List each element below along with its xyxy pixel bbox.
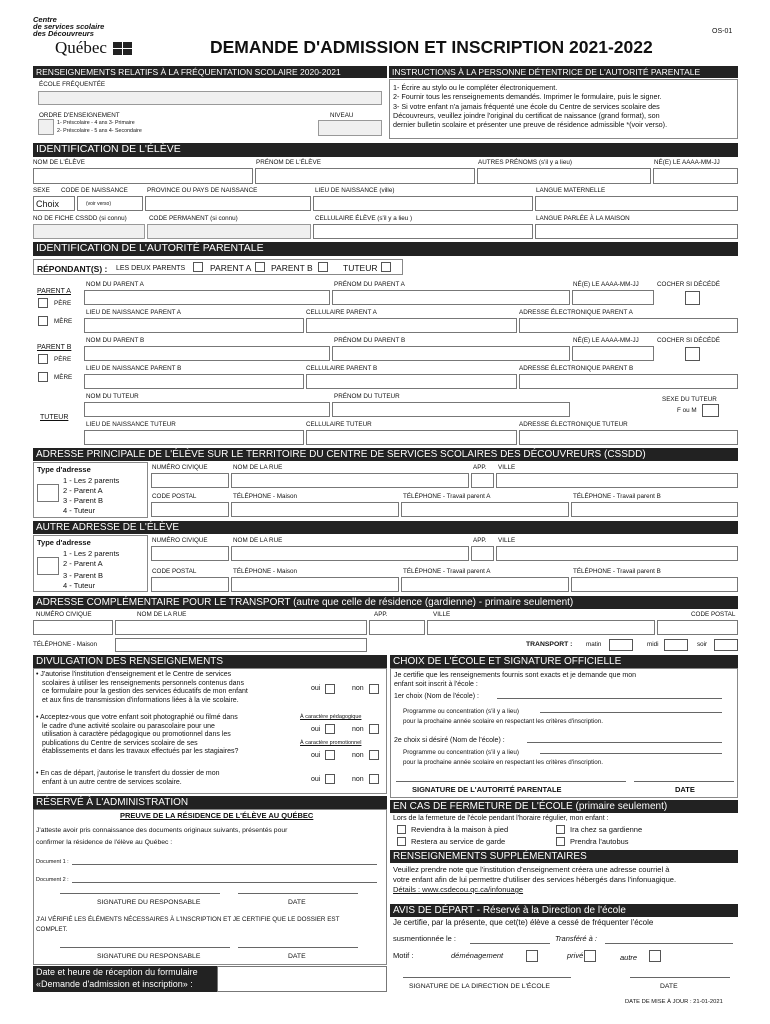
midi-label: midi xyxy=(647,641,659,648)
date-autorite-label: DATE xyxy=(675,785,695,794)
type-4-label: 4 - Tuteur xyxy=(63,506,96,515)
reception-line2: «Demande d'admission et inscription» : xyxy=(36,979,193,989)
document-2-label: Document 2 : xyxy=(36,877,69,883)
autobus-checkbox[interactable] xyxy=(556,837,565,846)
niveau-label: NIVEAU xyxy=(330,112,354,119)
tuteur-side-label: TUTEUR xyxy=(40,414,69,421)
autobus-label: Prendra l'autobus xyxy=(570,837,629,846)
document-2-field[interactable] xyxy=(72,882,377,883)
parent-a-pere-label: PÈRE xyxy=(54,300,72,307)
reviendra-maison-label: Reviendra à la maison à pied xyxy=(411,825,509,834)
instruction-3: 3- Si votre enfant n'a jamais fréquenté une école du Centre de services scolaire des xyxy=(393,101,660,111)
divulg-3-oui-label: oui xyxy=(311,776,321,783)
verification-line1: J'AI VÉRIFIÉ LES ÉLÉMENTS NÉCESSAIRES À L'INSCRIPTION ET JE CERTIFIE QUE LE DOSSIER EST xyxy=(36,916,340,923)
les-deux-parents-checkbox[interactable] xyxy=(193,262,203,272)
transport-app-label: APP. xyxy=(374,611,388,618)
instruction-3b: Découvreurs, veuillez joindre l'original du certificat de naissance (grand format), son xyxy=(393,110,660,120)
cellulaire-eleve-field[interactable] xyxy=(313,224,533,239)
autres-prenoms-field[interactable] xyxy=(477,168,651,184)
app-label: APP. xyxy=(473,464,487,471)
parent-b-pere-label: PÈRE xyxy=(54,356,72,363)
fleur-de-lys-flag-icon xyxy=(113,42,132,55)
divulg-1-non-checkbox[interactable] xyxy=(369,684,379,694)
divulgation-bar: DIVULGATION DES RENSEIGNEMENTS xyxy=(33,655,387,668)
quebec-wordmark: Québec xyxy=(55,38,107,57)
divulg-p1-line1: • J'autorise l'institution d'enseignement et le Centre de services xyxy=(36,671,232,678)
date-mise-a-jour: DATE DE MISE À JOUR : 21-01-2021 xyxy=(625,999,723,1005)
supp-line2: votre enfant afin de lui permettre d'utiliser des services hébergés dans l'infonuagique. xyxy=(393,875,677,884)
divulg-p1-line2: scolaires à utiliser les renseignements personnels contenus dans xyxy=(42,679,244,687)
parent-b-decede-label: COCHER SI DÉCÉDÉ xyxy=(657,337,720,344)
org-name-line2: de services scolaire xyxy=(33,22,105,31)
tel-pb-2-field[interactable] xyxy=(571,577,738,592)
instructions-bar: INSTRUCTIONS À LA PERSONNE DÉTENTRICE DE L'AUTORITÉ PARENTALE xyxy=(389,66,738,78)
email-parent-b-label: ADRESSE ÉLECTRONIQUE PARENT B xyxy=(519,365,634,372)
prive-label: privé xyxy=(567,951,584,960)
lieu-parent-b-label: LIEU DE NAISSANCE PARENT B xyxy=(86,365,182,372)
cell-parent-a-label: CELLULAIRE PARENT A xyxy=(306,309,377,316)
lieu-parent-a-field[interactable] xyxy=(84,318,304,333)
autorite-section-bar: IDENTIFICATION DE L'AUTORITÉ PARENTALE xyxy=(33,242,738,256)
civique-field[interactable] xyxy=(151,473,229,488)
form-title: DEMANDE D'ADMISSION ET INSCRIPTION 2021-2022 xyxy=(210,37,653,57)
divulg-p2-line3: utilisation à caractère pédagogique ou promotionnel dans les xyxy=(42,731,231,739)
depart-date-field[interactable] xyxy=(470,943,550,944)
supplementaires-bar: RENSEIGNEMENTS SUPPLÉMENTAIRES xyxy=(390,850,738,863)
postal-2-field[interactable] xyxy=(151,577,229,592)
signature-autorite-field[interactable] xyxy=(396,781,626,782)
transport-periode-label: TRANSPORT : xyxy=(526,641,573,648)
choix-cert-line1: Je certifie que les renseignements fournis sont exacts et je demande que mon xyxy=(394,672,637,679)
ordre-field[interactable] xyxy=(38,119,54,135)
code-naissance-label: CODE DE NAISSANCE xyxy=(61,187,128,194)
lieu-naissance-label: LIEU DE NAISSANCE (ville) xyxy=(315,187,395,194)
sexe-tuteur-label: SEXE DU TUTEUR xyxy=(662,396,717,403)
date-resp-1-label: DATE xyxy=(288,899,306,906)
choix-ecole-bar: CHOIX DE L'ÉCOLE ET SIGNATURE OFFICIELLE xyxy=(390,655,738,668)
transfere-label: Transféré à : xyxy=(555,934,597,943)
type2-1-label: 1 - Les 2 parents xyxy=(63,549,120,558)
parent-b-pere-checkbox[interactable] xyxy=(38,354,48,364)
email-parent-b-field[interactable] xyxy=(519,374,738,389)
divulg-3-oui-checkbox[interactable] xyxy=(325,774,335,784)
demenagement-label: déménagement xyxy=(451,951,504,960)
repondants-label: RÉPONDANT(S) : xyxy=(37,264,108,274)
cell-parent-a-field[interactable] xyxy=(306,318,517,333)
langue-parlee-field[interactable] xyxy=(535,224,738,239)
depart-line1: Je certifie, par la présente, que cet(te) élève a cessé de fréquenter l'école xyxy=(393,918,654,927)
divulg-1-oui-label: oui xyxy=(311,685,321,692)
verification-line2: COMPLET. xyxy=(36,926,68,933)
tel-maison-label: TÉLÉPHONE - Maison xyxy=(233,493,298,500)
service-garde-checkbox[interactable] xyxy=(397,837,406,846)
type2-3-label: 3 - Parent B xyxy=(63,571,104,580)
deuxieme-choix-field[interactable] xyxy=(527,742,722,743)
ordre-options-2: 2- Préscolaire - 5 ans 4- Secondaire xyxy=(57,128,142,134)
type-3-label: 3 - Parent B xyxy=(63,496,104,505)
nom-eleve-field[interactable] xyxy=(33,168,253,184)
divulg-p2-line2: le cadre d'une activité scolaire ou parascolaire pour une xyxy=(42,722,215,730)
signature-resp-1-field[interactable] xyxy=(60,893,220,894)
form-code: OS-01 xyxy=(712,28,733,35)
cellulaire-eleve-label: CELLULAIRE ÉLÈVE (s'il y a lieu ) xyxy=(315,215,413,222)
app-field[interactable] xyxy=(471,473,494,488)
postal-field[interactable] xyxy=(151,502,229,517)
divulg-2b-non-label: non xyxy=(352,752,364,759)
divulg-p1 xyxy=(36,671,306,705)
nom-tuteur-field[interactable] xyxy=(84,402,330,417)
province-field[interactable] xyxy=(145,196,311,211)
adresse-principale-bar: ADRESSE PRINCIPALE DE L'ÉLÈVE SUR LE TERRITOIRE DU CENTRE DE SERVICES SCOLAIRES DES DÉCOUVREURS (CSSDD) xyxy=(33,448,738,461)
instructions-box xyxy=(389,79,738,139)
ville-2-field[interactable] xyxy=(496,546,738,561)
parent-b-mere-checkbox[interactable] xyxy=(38,372,48,382)
parent-a-decede-label: COCHER SI DÉCÉDÉ xyxy=(657,281,720,288)
civique-label: NUMÉRO CIVIQUE xyxy=(152,464,208,471)
ecole-frequentee-label: ÉCOLE FRÉQUENTÉE xyxy=(39,81,106,88)
divulg-2b-oui-checkbox[interactable] xyxy=(325,750,335,760)
cell-parent-b-label: CELLULAIRE PARENT B xyxy=(306,365,378,372)
app-2-label: APP. xyxy=(473,537,487,544)
transport-rue-field[interactable] xyxy=(115,620,367,635)
org-name-line1: Centre xyxy=(33,15,57,24)
transport-rue-label: NOM DE LA RUE xyxy=(137,611,187,618)
instruction-3c: dernier bulletin scolaire et présenter une preuve de résidence admissible *(voir verso). xyxy=(393,120,668,130)
demenagement-checkbox[interactable] xyxy=(526,950,538,962)
autres-prenoms-label: AUTRES PRÉNOMS (s'il y a lieu) xyxy=(478,159,572,166)
ville-2-label: VILLE xyxy=(498,537,516,544)
caractere-pedagogique-label: À caractère pédagogique xyxy=(300,714,362,720)
nom-parent-b-field[interactable] xyxy=(84,346,330,361)
niveau-field[interactable] xyxy=(318,120,382,136)
no-fiche-label: NO DE FICHE CSSDD (si connu) xyxy=(33,215,127,222)
lieu-parent-a-label: LIEU DE NAISSANCE PARENT A xyxy=(86,309,181,316)
divulg-2b-non-checkbox[interactable] xyxy=(369,750,379,760)
parent-a-naissance-field[interactable] xyxy=(572,290,654,305)
tuteur-checkbox[interactable] xyxy=(381,262,391,272)
divulg-p2 xyxy=(36,714,298,757)
reception-field[interactable] xyxy=(217,966,387,992)
lieu-naissance-field[interactable] xyxy=(313,196,533,211)
nom-eleve-label: NOM DE L'ÉLÈVE xyxy=(33,159,85,166)
parent-b-decede-checkbox[interactable] xyxy=(685,347,700,361)
prenom-tuteur-label: PRÉNOM DU TUTEUR xyxy=(334,393,400,400)
divulg-3-non-label: non xyxy=(352,776,364,783)
infonuage-link[interactable]: Détails : www.csdecou.qc.ca/infonuage xyxy=(393,885,524,894)
premier-programme-field[interactable] xyxy=(540,712,722,713)
org-logo xyxy=(33,16,153,62)
rue-2-field[interactable] xyxy=(231,546,469,561)
parent-b-option-label: PARENT B xyxy=(271,263,313,273)
province-label: PROVINCE OU PAYS DE NAISSANCE xyxy=(147,187,258,194)
nom-parent-b-label: NOM DU PARENT B xyxy=(86,337,145,344)
divulg-p2-line5: établissements et dans les travaux effectués par les stagiaires? xyxy=(42,748,239,756)
nom-parent-a-field[interactable] xyxy=(84,290,330,305)
parent-a-pere-checkbox[interactable] xyxy=(38,298,48,308)
choix-cert-line2: enfant soit inscrit à l'école : xyxy=(394,681,478,688)
prenom-eleve-label: PRÉNOM DE L'ÉLÈVE xyxy=(256,159,321,166)
email-tuteur-label: ADRESSE ÉLECTRONIQUE TUTEUR xyxy=(519,421,628,428)
supp-line1: Veuillez prendre note que l'institution d'enseignement créera une adresse courriel à xyxy=(393,865,670,874)
transport-civique-label: NUMÉRO CIVIQUE xyxy=(36,611,92,618)
preuve-residence-title: PREUVE DE LA RÉSIDENCE DE L'ÉLÈVE AU QUÉBEC xyxy=(120,811,314,820)
nom-tuteur-label: NOM DU TUTEUR xyxy=(86,393,139,400)
sexe-label: SEXE xyxy=(33,187,50,194)
gardienne-label: Ira chez sa gardienne xyxy=(570,825,643,834)
no-fiche-field[interactable] xyxy=(33,224,145,239)
atteste-line1: J'atteste avoir pris connaissance des documents originaux suivants, présentés pour xyxy=(36,827,288,834)
freq-section-bar: RENSEIGNEMENTS RELATIFS À LA FRÉQUENTATION SCOLAIRE 2020-2021 xyxy=(33,66,387,78)
tel-pb-field[interactable] xyxy=(571,502,738,517)
date-resp-1-field[interactable] xyxy=(238,893,358,894)
autre-checkbox[interactable] xyxy=(649,950,661,962)
langue-parlee-label: LANGUE PARLÉE À LA MAISON xyxy=(536,215,630,222)
cell-tuteur-label: CELLULAIRE TUTEUR xyxy=(306,421,372,428)
signature-resp-2-label: SIGNATURE DU RESPONSABLE xyxy=(97,953,201,960)
prenom-parent-a-label: PRÉNOM DU PARENT A xyxy=(334,281,405,288)
code-permanent-field[interactable] xyxy=(147,224,311,239)
divulg-p2-line4: publications du Centre de services scolaire de ses xyxy=(42,739,198,747)
soir-checkbox[interactable] xyxy=(714,639,738,651)
parent-a-ne-label: NÉ(E) LE AAAA-MM-JJ xyxy=(573,281,639,288)
divulg-2a-oui-label: oui xyxy=(311,726,321,733)
parent-b-side-label: PARENT B xyxy=(37,344,72,351)
lieu-tuteur-field[interactable] xyxy=(84,430,304,445)
langue-maternelle-field[interactable] xyxy=(535,196,738,211)
email-parent-a-field[interactable] xyxy=(519,318,738,333)
app-2-field[interactable] xyxy=(471,546,494,561)
les-deux-parents-label: LES DEUX PARENTS xyxy=(116,265,186,272)
matin-label: matin xyxy=(586,641,602,648)
type-2-label: 2 - Parent A xyxy=(63,486,103,495)
rue-field[interactable] xyxy=(231,473,469,488)
document-1-label: Document 1 : xyxy=(36,859,69,865)
ville-label: VILLE xyxy=(498,464,516,471)
divulg-2a-non-checkbox[interactable] xyxy=(369,724,379,734)
signature-resp-2-field[interactable] xyxy=(60,947,230,948)
prenom-parent-b-label: PRÉNOM DU PARENT B xyxy=(334,337,406,344)
depart-bar: AVIS DE DÉPART - Réservé à la Direction de l'école xyxy=(390,904,738,917)
deuxieme-criteres-note: pour la prochaine année scolaire en respectant les critères d'inscription. xyxy=(403,759,604,766)
type2-2-label: 2 - Parent A xyxy=(63,559,103,568)
parent-a-mere-checkbox[interactable] xyxy=(38,316,48,326)
parent-a-mere-label: MÈRE xyxy=(54,318,73,325)
deuxieme-programme-field[interactable] xyxy=(540,753,722,754)
eleve-ne-label: NÉ(E) LE AAAA-MM-JJ xyxy=(654,159,720,166)
parent-b-checkbox[interactable] xyxy=(318,262,328,272)
type-adresse-field[interactable] xyxy=(37,484,59,502)
civique-2-field[interactable] xyxy=(151,546,229,561)
type-1-label: 1 - Les 2 parents xyxy=(63,476,120,485)
premier-choix-label: 1er choix (Nom de l'école) : xyxy=(394,693,479,700)
transport-civique-field[interactable] xyxy=(33,620,113,635)
signature-resp-1-label: SIGNATURE DU RESPONSABLE xyxy=(97,899,201,906)
depart-line2: susmentionnée le : xyxy=(393,934,456,943)
document-1-field[interactable] xyxy=(72,864,377,865)
email-parent-a-label: ADRESSE ÉLECTRONIQUE PARENT A xyxy=(519,309,633,316)
tel-maison-field[interactable] xyxy=(231,502,399,517)
date-autorite-field[interactable] xyxy=(634,781,734,782)
transport-tel-field[interactable] xyxy=(115,638,367,652)
service-garde-label: Restera au service de garde xyxy=(411,837,506,846)
parent-a-option-label: PARENT A xyxy=(210,263,252,273)
transport-bar: ADRESSE COMPLÉMENTAIRE POUR LE TRANSPORT (autre que celle de résidence (gardienne) - primaire seulement) xyxy=(33,596,738,609)
fermeture-intro: Lors de la fermeture de l'école pendant l'horaire régulier, mon enfant : xyxy=(393,815,609,822)
instruction-2: 2- Fournir tous les renseignements demandés. Imprimer le formulaire, puis le signer. xyxy=(393,92,662,102)
signature-direction-field[interactable] xyxy=(403,977,571,978)
cell-tuteur-field[interactable] xyxy=(306,430,517,445)
sexe-select-value: Choix xyxy=(36,199,60,209)
tel-pa-field[interactable] xyxy=(401,502,569,517)
transport-postal-field[interactable] xyxy=(657,620,738,635)
f-ou-m-label: F ou M xyxy=(677,407,697,414)
tel-pa-label: TÉLÉPHONE - Travail parent A xyxy=(403,493,491,500)
date-direction-label: DATE xyxy=(660,983,678,990)
type-adresse-2-label: Type d'adresse xyxy=(37,538,91,547)
divulg-p1-line3: ce formulaire pour la gestion des services éducatifs de mon enfant xyxy=(42,688,248,696)
transport-ville-field[interactable] xyxy=(427,620,655,635)
divulg-3-non-checkbox[interactable] xyxy=(369,774,379,784)
sexe-select[interactable] xyxy=(33,196,75,211)
signature-autorite-label: SIGNATURE DE L'AUTORITÉ PARENTALE xyxy=(412,785,562,794)
eleve-naissance-field[interactable] xyxy=(653,168,738,184)
postal-label: CODE POSTAL xyxy=(152,493,197,500)
tel-pa-2-label: TÉLÉPHONE - Travail parent A xyxy=(403,568,491,575)
deuxieme-programme-label: Programme ou concentration (s'il y a lieu) xyxy=(403,749,519,756)
parent-a-decede-checkbox[interactable] xyxy=(685,291,700,305)
prenom-tuteur-field[interactable] xyxy=(332,402,570,417)
transport-postal-label: CODE POSTAL xyxy=(691,611,736,618)
prenom-parent-b-field[interactable] xyxy=(332,346,570,361)
divulg-p3-line1: • En cas de départ, j'autorise le transfert du dossier de mon xyxy=(36,770,220,777)
civique-2-label: NUMÉRO CIVIQUE xyxy=(152,537,208,544)
prenom-parent-a-field[interactable] xyxy=(332,290,570,305)
premier-programme-label: Programme ou concentration (s'il y a lieu) xyxy=(403,708,519,715)
divulg-2a-non-label: non xyxy=(352,726,364,733)
nom-parent-a-label: NOM DU PARENT A xyxy=(86,281,144,288)
instruction-1: 1- Écrire au stylo ou le compléter électroniquement. xyxy=(393,83,558,92)
signature-direction-label: SIGNATURE DE LA DIRECTION DE L'ÉCOLE xyxy=(409,983,550,990)
reviendra-maison-checkbox[interactable] xyxy=(397,825,406,834)
divulg-1-non-label: non xyxy=(352,685,364,692)
divulg-p3-line2: enfant à un autre centre de services scolaire. xyxy=(42,778,182,786)
tel-maison-2-field[interactable] xyxy=(231,577,399,592)
type-adresse-2-field[interactable] xyxy=(37,557,59,575)
divulg-2b-oui-label: oui xyxy=(311,752,321,759)
eleve-section-bar: IDENTIFICATION DE L'ÉLÈVE xyxy=(33,143,738,157)
cell-parent-b-field[interactable] xyxy=(306,374,517,389)
tel-maison-2-label: TÉLÉPHONE - Maison xyxy=(233,568,298,575)
prenom-eleve-field[interactable] xyxy=(255,168,475,184)
parent-b-naissance-field[interactable] xyxy=(572,346,654,361)
gardienne-checkbox[interactable] xyxy=(556,825,565,834)
ville-field[interactable] xyxy=(496,473,738,488)
date-direction-field[interactable] xyxy=(630,977,730,978)
tel-pb-label: TÉLÉPHONE - Travail parent B xyxy=(573,493,661,500)
divulg-p2-line1: • Acceptez-vous que votre enfant soit photographié ou filmé dans xyxy=(36,714,238,721)
tel-pb-2-label: TÉLÉPHONE - Travail parent B xyxy=(573,568,661,575)
autre-label: autre xyxy=(620,953,638,962)
atteste-line2: confirmer la résidence de l'élève au Québec : xyxy=(36,839,173,846)
email-tuteur-field[interactable] xyxy=(519,430,738,445)
tel-pa-2-field[interactable] xyxy=(401,577,569,592)
date-resp-2-label: DATE xyxy=(288,953,306,960)
code-permanent-label: CODE PERMANENT (si connu) xyxy=(149,215,238,222)
deuxieme-choix-label: 2e choix si désiré (Nom de l'école) : xyxy=(394,737,505,744)
premier-criteres-note: pour la prochaine année scolaire en respectant les critères d'inscription. xyxy=(403,718,604,725)
sexe-tuteur-field[interactable] xyxy=(702,404,719,417)
divulg-1-oui-checkbox[interactable] xyxy=(325,684,335,694)
soir-label: soir xyxy=(697,641,708,648)
divulg-2a-oui-checkbox[interactable] xyxy=(325,724,335,734)
parent-a-checkbox[interactable] xyxy=(255,262,265,272)
prive-checkbox[interactable] xyxy=(584,950,596,962)
date-resp-2-field[interactable] xyxy=(238,947,358,948)
voir-verso-note: (voir verso) xyxy=(86,201,112,207)
divulg-p3 xyxy=(36,770,298,787)
type2-4-label: 4 - Tuteur xyxy=(63,581,96,590)
lieu-parent-b-field[interactable] xyxy=(84,374,304,389)
motif-label: Motif : xyxy=(393,951,414,960)
autre-adresse-bar: AUTRE ADRESSE DE L'ÉLÈVE xyxy=(33,521,738,534)
type-adresse-label: Type d'adresse xyxy=(37,465,91,474)
fermeture-bar: EN CAS DE FERMETURE DE L'ÉCOLE (primaire seulement) xyxy=(390,800,738,813)
midi-checkbox[interactable] xyxy=(664,639,688,651)
lieu-tuteur-label: LIEU DE NAISSANCE TUTEUR xyxy=(86,421,176,428)
caractere-promotionnel-label: À caractère promotionnel xyxy=(300,740,362,746)
administration-bar: RÉSERVÉ À L'ADMINISTRATION xyxy=(33,796,387,809)
transport-app-field[interactable] xyxy=(369,620,425,635)
premier-choix-field[interactable] xyxy=(497,698,722,699)
ecole-frequentee-field[interactable] xyxy=(38,91,382,105)
transport-tel-label: TÉLÉPHONE - Maison xyxy=(33,641,98,648)
transport-ville-label: VILLE xyxy=(433,611,451,618)
parent-b-mere-label: MÈRE xyxy=(54,374,73,381)
code-naissance-field[interactable] xyxy=(77,196,143,211)
langue-maternelle-label: LANGUE MATERNELLE xyxy=(536,187,606,194)
org-name-line3: des Découvreurs xyxy=(33,29,94,38)
rue-label: NOM DE LA RUE xyxy=(233,464,283,471)
reception-line1: Date et heure de réception du formulaire xyxy=(36,967,198,977)
parent-a-side-label: PARENT A xyxy=(37,288,71,295)
ordre-label: ORDRE D'ENSEIGNEMENT xyxy=(39,112,120,119)
rue-2-label: NOM DE LA RUE xyxy=(233,537,283,544)
matin-checkbox[interactable] xyxy=(609,639,633,651)
parent-b-ne-label: NÉ(E) LE AAAA-MM-JJ xyxy=(573,337,639,344)
ordre-options-1: 1- Préscolaire - 4 ans 3- Primaire xyxy=(57,120,135,126)
tuteur-option-label: TUTEUR xyxy=(343,263,378,273)
transfere-field[interactable] xyxy=(605,943,733,944)
postal-2-label: CODE POSTAL xyxy=(152,568,197,575)
divulg-p1-line4: et aux fins de transmission d'informations liées à la vie scolaire. xyxy=(42,696,239,704)
